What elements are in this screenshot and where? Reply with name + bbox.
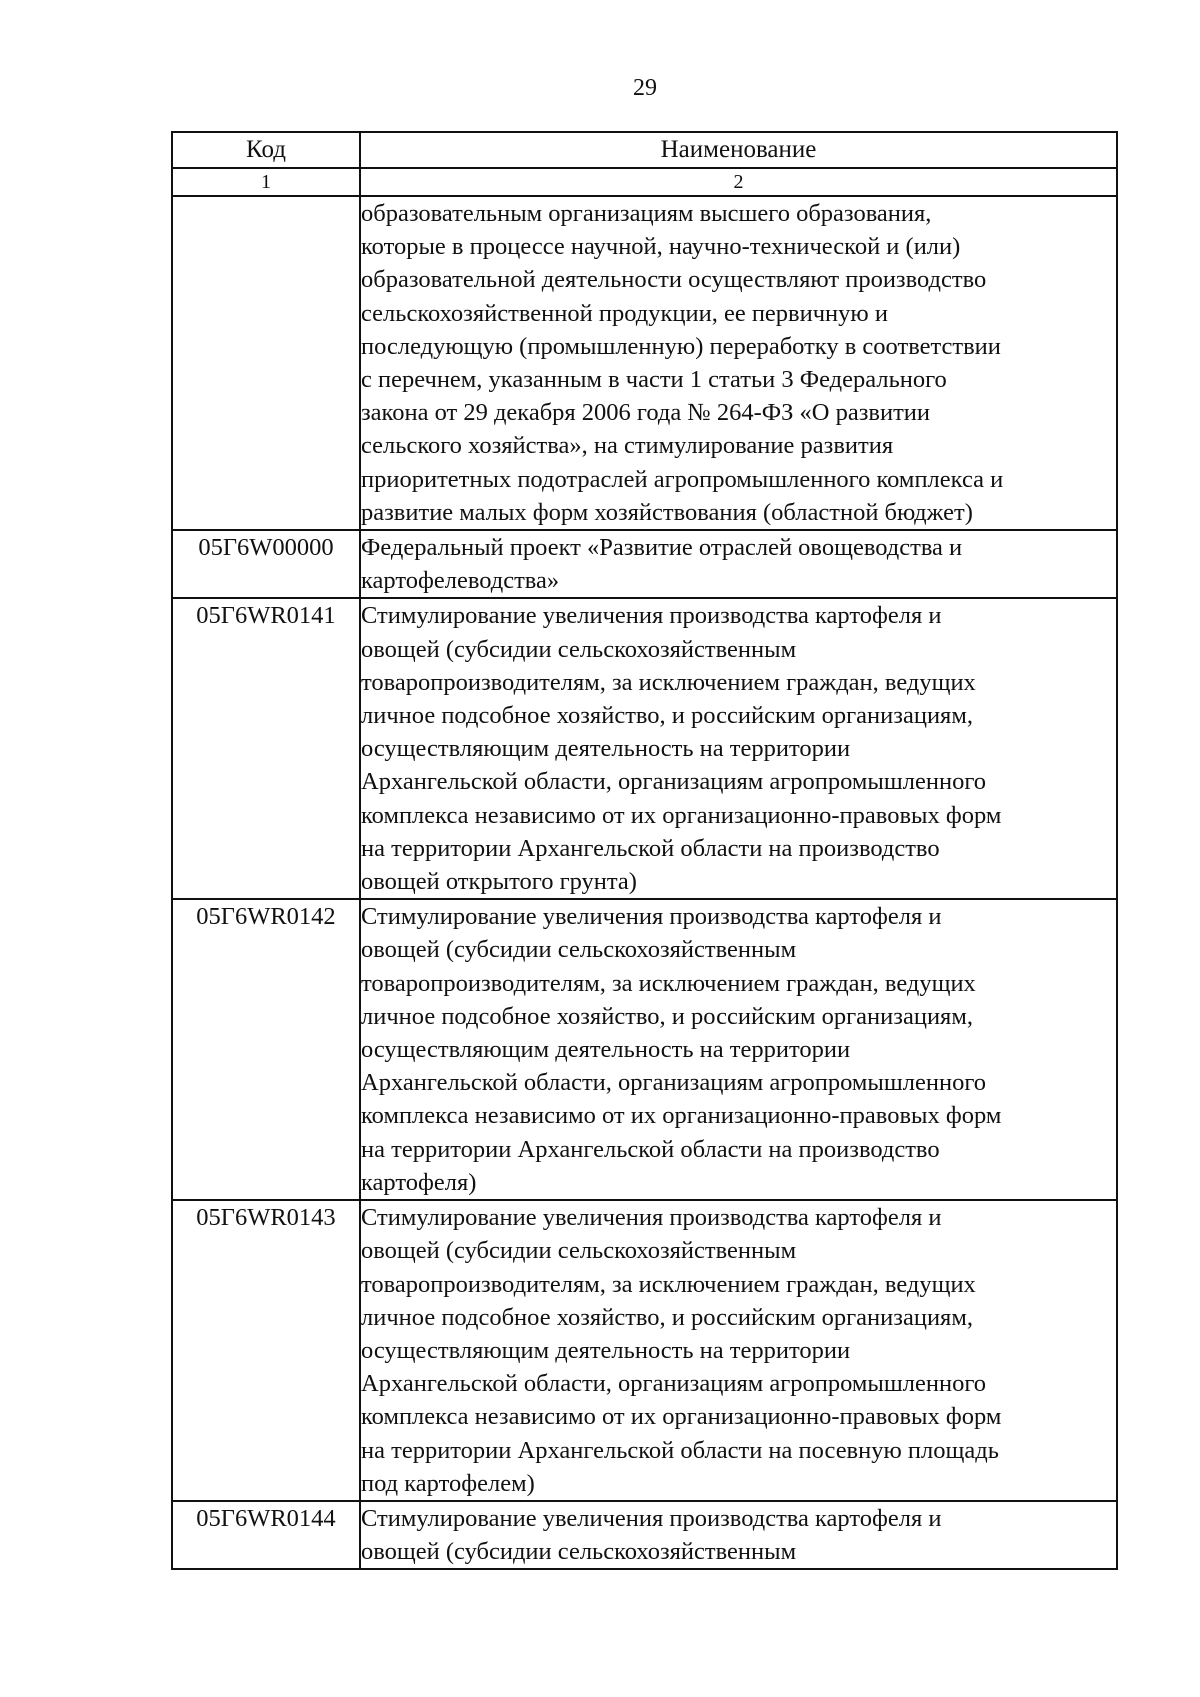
row-name: Стимулирование увеличения производства картофеля и овощей (субсидии сельскохозяйственным (360, 1501, 1117, 1569)
row-code: 05Г6W00000 (172, 530, 360, 598)
table-header-row (172, 132, 1117, 168)
column-number-1: 1 (172, 168, 360, 196)
column-number-2: 2 (360, 168, 1117, 196)
table-row (172, 899, 1117, 1200)
code-table (171, 131, 1118, 1570)
row-code: 05Г6WR0142 (172, 899, 360, 1200)
header-name: Наименование (360, 132, 1117, 168)
table-row (172, 196, 1117, 530)
header-code: Код (172, 132, 360, 168)
row-code: 05Г6WR0143 (172, 1200, 360, 1501)
row-name: Стимулирование увеличения производства картофеля и овощей (субсидии сельскохозяйственным товаропроизводителям, за исключением граждан, ведущих личное подсобное хозяйство, и российским организациям, осуществляющим деятельность на территории Архангельской области, организациям агропромышленного комплекса независимо от их организационно-правовых форм на территории Архангельской области на посевную площадь под картофелем) (360, 1200, 1117, 1501)
table-row (172, 1501, 1117, 1569)
row-code: 05Г6WR0141 (172, 598, 360, 899)
table-row (172, 1200, 1117, 1501)
row-name: образовательным организациям высшего образования, которые в процессе научной, научно-технической и (или) образовательной деятельности осуществляют производство сельскохозяйственной продукции, ее первичную и последующую (промышленную) переработку в соответствии с перечнем, указанным в части 1 статьи 3 Федерального закона от 29 декабря 2006 года № 264-ФЗ «О развитии сельского хозяйства», на стимулирование развития приоритетных подотраслей агропромышленного комплекса и развитие малых форм хозяйствования (областной бюджет) (360, 196, 1117, 530)
row-code: 05Г6WR0144 (172, 1501, 360, 1569)
row-code (172, 196, 360, 530)
row-name: Стимулирование увеличения производства картофеля и овощей (субсидии сельскохозяйственным товаропроизводителям, за исключением граждан, ведущих личное подсобное хозяйство, и российским организациям, осуществляющим деятельность на территории Архангельской области, организациям агропромышленного комплекса независимо от их организационно-правовых форм на территории Архангельской области на производство картофеля) (360, 899, 1117, 1200)
row-name: Стимулирование увеличения производства картофеля и овощей (субсидии сельскохозяйственным товаропроизводителям, за исключением граждан, ведущих личное подсобное хозяйство, и российским организациям, осуществляющим деятельность на территории Архангельской области, организациям агропромышленного комплекса независимо от их организационно-правовых форм на территории Архангельской области на производство овощей открытого грунта) (360, 598, 1117, 899)
column-number-row (172, 168, 1117, 196)
row-name: Федеральный проект «Развитие отраслей овощеводства и картофелеводства» (360, 530, 1117, 598)
table-row (172, 530, 1117, 598)
table-row (172, 598, 1117, 899)
page-number: 29 (633, 75, 657, 101)
